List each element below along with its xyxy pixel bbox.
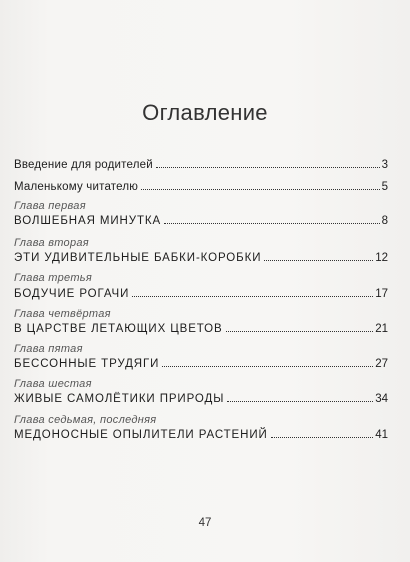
toc-entry-title: ВОЛШЕБНАЯ МИНУТКА xyxy=(14,215,162,227)
toc-entry-page: 17 xyxy=(375,288,388,300)
page-title: Оглавление xyxy=(142,100,268,125)
toc-entry-page: 27 xyxy=(375,358,388,370)
toc-entry-title: БОДУЧИЕ РОГАЧИ xyxy=(14,288,130,300)
toc-entry-chapter-3 xyxy=(14,287,388,301)
toc-entry-page: 3 xyxy=(381,159,388,171)
leader-dots xyxy=(264,260,373,261)
leader-dots xyxy=(226,331,374,332)
toc-entry-chapter-4 xyxy=(14,322,388,336)
toc-entry-title: МЕДОНОСНЫЕ ОПЫЛИТЕЛИ РАСТЕНИЙ xyxy=(14,429,268,441)
toc-entry-title: БЕССОННЫЕ ТРУДЯГИ xyxy=(14,358,160,370)
toc-chapter-label: Глава четвёртая xyxy=(14,308,111,320)
page-number: 47 xyxy=(198,517,212,529)
toc-entry-chapter-7 xyxy=(14,428,388,442)
toc-chapter-label: Глава пятая xyxy=(14,343,83,355)
toc-entry-title: Маленькому читателю xyxy=(14,181,139,193)
toc-chapter-label: Глава вторая xyxy=(14,237,89,249)
toc-entry-page: 21 xyxy=(375,323,388,335)
toc-entry-title: ЭТИ УДИВИТЕЛЬНЫЕ БАБКИ-КОРОБКИ xyxy=(14,252,262,264)
leader-dots xyxy=(164,223,380,224)
leader-dots xyxy=(156,167,380,168)
leader-dots xyxy=(271,437,374,438)
leader-dots xyxy=(132,296,373,297)
toc-entry-chapter-1 xyxy=(14,214,388,228)
toc-entry-chapter-6 xyxy=(14,392,388,406)
toc-entry-page: 34 xyxy=(375,393,388,405)
toc-entry-page: 5 xyxy=(381,181,388,193)
toc-chapter-label: Глава третья xyxy=(14,272,93,284)
toc-entry-title: Введение для родителей xyxy=(14,159,153,171)
toc-entry-little-reader xyxy=(14,180,388,194)
leader-dots xyxy=(141,189,380,190)
toc-entry-chapter-5 xyxy=(14,357,388,371)
toc-entry-page: 8 xyxy=(381,215,388,227)
toc-entry-chapter-2 xyxy=(14,251,388,265)
toc-chapter-label: Глава седьмая, последняя xyxy=(14,414,157,426)
toc-entry-title: ЖИВЫЕ САМОЛЁТИКИ ПРИРОДЫ xyxy=(14,393,225,405)
leader-dots xyxy=(227,401,373,402)
toc-entry-page: 12 xyxy=(375,252,388,264)
toc-chapter-label: Глава шестая xyxy=(14,378,92,390)
toc-chapter-label: Глава первая xyxy=(14,200,86,212)
toc-entry-title: В ЦАРСТВЕ ЛЕТАЮЩИХ ЦВЕТОВ xyxy=(14,323,223,335)
toc-entry-intro-parents xyxy=(14,158,388,172)
leader-dots xyxy=(162,366,373,367)
toc-entry-page: 41 xyxy=(375,429,388,441)
